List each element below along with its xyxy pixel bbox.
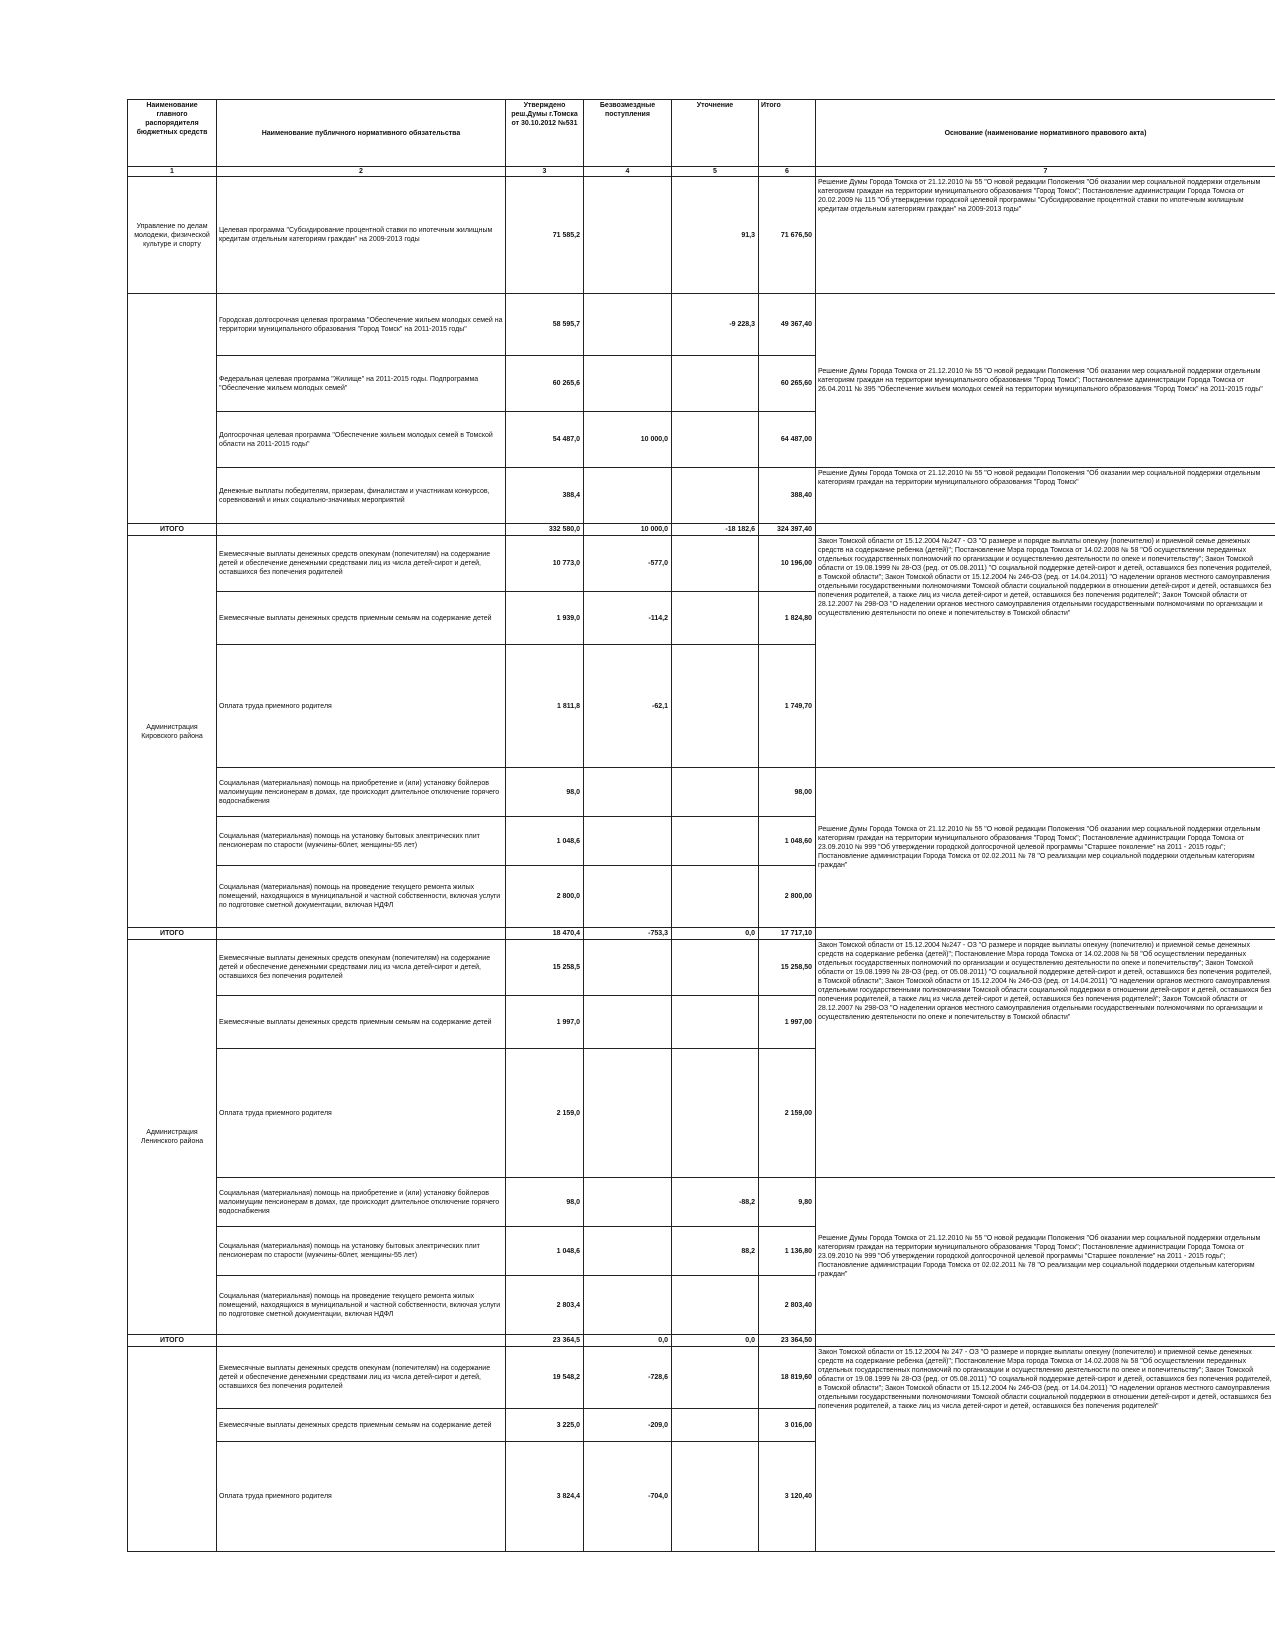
total-blank (217, 1335, 506, 1347)
approved-value: 19 548,2 (506, 1347, 584, 1409)
table-row (128, 468, 1275, 524)
obligation-title: Ежемесячные выплаты денежных средств приемным семьям на содержание детей (217, 996, 506, 1049)
budget-table-document (127, 99, 1275, 1552)
total-value: 71 676,50 (759, 177, 816, 294)
total-row (128, 524, 1275, 536)
grants-value (584, 177, 672, 294)
obligation-title: Ежемесячные выплаты денежных средств опекунам (попечителям) на содержание детей и обеспечение денежными средствами лиц из числа детей-сирот и детей, оставшихся без попечения родителей (217, 940, 506, 996)
total-value: 1 749,70 (759, 645, 816, 768)
obligation-title: Денежные выплаты победителям, призерам, финалистам и участникам конкурсов, соревнований и иных социально-значимых мероприятий (217, 468, 506, 524)
total-value: 1 136,80 (759, 1227, 816, 1276)
obligation-title: Ежемесячные выплаты денежных средств приемным семьям на содержание детей (217, 592, 506, 645)
total-adjustment: 0,0 (672, 928, 759, 940)
adjustment-value (672, 817, 759, 866)
grants-value (584, 768, 672, 817)
total-approved: 332 580,0 (506, 524, 584, 536)
approved-value: 98,0 (506, 768, 584, 817)
total-value: 3 016,00 (759, 1409, 816, 1442)
grants-value: -577,0 (584, 536, 672, 592)
total-label: ИТОГО (128, 928, 217, 940)
obligation-title: Ежемесячные выплаты денежных средств приемным семьям на содержание детей (217, 1409, 506, 1442)
grants-value (584, 817, 672, 866)
total-value: 49 367,40 (759, 294, 816, 356)
legal-basis: Решение Думы Города Томска от 21.12.2010 № 55 "О новой редакции Положения "Об оказании мер социальной поддержки отдельным категориям граждан на территории муниципального образования "Город Томск" (816, 468, 1275, 524)
approved-value: 54 487,0 (506, 412, 584, 468)
table-row (128, 177, 1275, 294)
adjustment-value (672, 866, 759, 928)
grants-value (584, 866, 672, 928)
total-value: 64 487,00 (759, 412, 816, 468)
total-value: 3 120,40 (759, 1442, 816, 1552)
header-col7: Основание (наименование нормативного правового акта) (816, 100, 1275, 167)
distributor-name: Администрация Ленинского района (128, 940, 217, 1335)
adjustment-value (672, 592, 759, 645)
grants-value: -728,6 (584, 1347, 672, 1409)
header-col6: Итого (759, 100, 816, 167)
total-grants: 10 000,0 (584, 524, 672, 536)
total-value: 1 048,60 (759, 817, 816, 866)
legal-basis: Решение Думы Города Томска от 21.12.2010 № 55 "О новой редакции Положения "Об оказании мер социальной поддержки отдельным категориям граждан на территории муниципального образования "Город Томск"; Постановление администрации Города Томска от 26.04.2011 № 395 "Обеспечение жильем молодых семей на территории муниципального образования "Город Томск" на 2011-2015 годы" (816, 294, 1275, 468)
obligation-title: Оплата труда приемного родителя (217, 1049, 506, 1178)
total-basis-blank (816, 928, 1275, 940)
approved-value: 1 939,0 (506, 592, 584, 645)
approved-value: 15 258,5 (506, 940, 584, 996)
approved-value: 1 048,6 (506, 817, 584, 866)
total-sum: 17 717,10 (759, 928, 816, 940)
total-sum: 23 364,50 (759, 1335, 816, 1347)
adjustment-value (672, 412, 759, 468)
obligation-title: Социальная (материальная) помощь на приобретение и (или) установку бойлеров малоимущим пенсионерам в домах, где происходит длительное отключение горячего водоснабжения (217, 768, 506, 817)
obligation-title: Социальная (материальная) помощь на проведение текущего ремонта жилых помещений, находящихся в муниципальной и частной собственности, включая услуги по подготовке сметной документации, включая НДФЛ (217, 1276, 506, 1335)
header-col2: Наименование публичного нормативного обязательства (217, 100, 506, 167)
obligation-title: Городская долгосрочная целевая программа "Обеспечение жильем молодых семей на территории муниципального образования "Город Томск" на 2011-2015 годы" (217, 294, 506, 356)
col-number: 5 (672, 167, 759, 177)
total-approved: 23 364,5 (506, 1335, 584, 1347)
obligation-title: Федеральная целевая программа "Жилище" на 2011-2015 годы. Подпрограмма "Обеспечение жильем молодых семей" (217, 356, 506, 412)
obligation-title: Ежемесячные выплаты денежных средств опекунам (попечителям) на содержание детей и обеспечение денежными средствами лиц из числа детей-сирот и детей, оставшихся без попечения родителей (217, 536, 506, 592)
adjustment-value: 88,2 (672, 1227, 759, 1276)
obligation-title: Целевая программа "Субсидирование процентной ставки по ипотечным жилищным кредитам отдельным категориям граждан" на 2009-2013 годы (217, 177, 506, 294)
adjustment-value (672, 1442, 759, 1552)
grants-value: -704,0 (584, 1442, 672, 1552)
budget-table (127, 99, 1275, 1552)
grants-value (584, 1227, 672, 1276)
header-col5: Уточнение (672, 100, 759, 167)
grants-value (584, 1049, 672, 1178)
total-value: 388,40 (759, 468, 816, 524)
total-blank (217, 524, 506, 536)
total-label: ИТОГО (128, 1335, 217, 1347)
adjustment-value: -9 228,3 (672, 294, 759, 356)
approved-value: 1 811,8 (506, 645, 584, 768)
total-value: 10 196,00 (759, 536, 816, 592)
total-value: 1 997,00 (759, 996, 816, 1049)
grants-value (584, 294, 672, 356)
obligation-title: Социальная (материальная) помощь на установку бытовых электрических плит пенсионерам по старости (мужчины-60лет, женщины-55 лет) (217, 817, 506, 866)
grants-value (584, 996, 672, 1049)
total-value: 9,80 (759, 1178, 816, 1227)
approved-value: 10 773,0 (506, 536, 584, 592)
total-grants: 0,0 (584, 1335, 672, 1347)
total-value: 15 258,50 (759, 940, 816, 996)
grants-value (584, 1276, 672, 1335)
total-basis-blank (816, 1335, 1275, 1347)
total-grants: -753,3 (584, 928, 672, 940)
total-sum: 324 397,40 (759, 524, 816, 536)
legal-basis: Решение Думы Города Томска от 21.12.2010 № 55 "О новой редакции Положения "Об оказании мер социальной поддержки отдельным категориям граждан на территории муниципального образования "Город Томск"; Постановление администрации Города Томска от 20.02.2009 № 115 "Об утверждении городской целевой программы "Субсидирование процентной ставки по ипотечным жилищным кредитам отдельным категориям граждан" на 2009-2013 годы" (816, 177, 1275, 294)
approved-value: 2 800,0 (506, 866, 584, 928)
column-number-row (128, 167, 1275, 177)
obligation-title: Оплата труда приемного родителя (217, 1442, 506, 1552)
adjustment-value (672, 1276, 759, 1335)
approved-value: 3 824,4 (506, 1442, 584, 1552)
distributor-name: Администрация Кировского района (128, 536, 217, 928)
distributor-name (128, 1347, 217, 1552)
adjustment-value: -88,2 (672, 1178, 759, 1227)
col-number: 6 (759, 167, 816, 177)
total-value: 2 803,40 (759, 1276, 816, 1335)
grants-value: -62,1 (584, 645, 672, 768)
approved-value: 71 585,2 (506, 177, 584, 294)
obligation-title: Социальная (материальная) помощь на проведение текущего ремонта жилых помещений, находящихся в муниципальной и частной собственности, включая услуги по подготовке сметной документации, включая НДФЛ (217, 866, 506, 928)
adjustment-value (672, 1049, 759, 1178)
header-col3: Утверждено реш.Думы г.Томска от 30.10.2012 №531 (506, 100, 584, 167)
adjustment-value (672, 768, 759, 817)
total-value: 60 265,60 (759, 356, 816, 412)
obligation-title: Социальная (материальная) помощь на приобретение и (или) установку бойлеров малоимущим пенсионерам в домах, где происходит длительное отключение горячего водоснабжения (217, 1178, 506, 1227)
grants-value (584, 356, 672, 412)
distributor-blank (128, 294, 217, 524)
approved-value: 98,0 (506, 1178, 584, 1227)
grants-value: -114,2 (584, 592, 672, 645)
table-row (128, 536, 1275, 592)
adjustment-value (672, 996, 759, 1049)
total-label: ИТОГО (128, 524, 217, 536)
obligation-title: Долгосрочная целевая программа "Обеспечение жильем молодых семей в Томской области на 2011-2015 годы" (217, 412, 506, 468)
legal-basis: Закон Томской области от 15.12.2004 № 247 - ОЗ "О размере и порядке выплаты опекуну (попечителю) и приемной семье денежных средств на содержание ребенка (детей)"; Постановление Мэра города Томска от 14.02.2008 № 58 "Об осуществлении переданных отдельных государственных полномочий по организации и осуществлению деятельности по опеке и попечительству"; Закон Томской области от 19.08.1999 № 28-ОЗ (ред. от 05.08.2011) "О социальной поддержке детей-сирот и детей, оставшихся без попечения родителей, в Томской области"; Закон Томской области от 15.12.2004 № 246-ОЗ (ред. от 14.04.2011) "О наделении органов местного самоуправления отдельными государственными полномочиями Томской области социальной поддержки в отношении детей-сирот и детей, оставшихся без попечения родителей, а также лиц из числа детей-сирот и детей, оставшихся без попечения родителей" (816, 1347, 1275, 1552)
approved-value: 388,4 (506, 468, 584, 524)
table-row (128, 294, 1275, 356)
adjustment-value (672, 1347, 759, 1409)
adjustment-value (672, 645, 759, 768)
adjustment-value (672, 536, 759, 592)
legal-basis: Решение Думы Города Томска от 21.12.2010 № 55 "О новой редакции Положения "Об оказании мер социальной поддержки отдельным категориям граждан на территории муниципального образования "Город Томск"; Постановление администрации Города Томска от 23.09.2010 № 999 "Об утверждении городской долгосрочной целевой программы "Старшее поколение" на 2011 - 2015 годы"; Постановление администрации Города Томска от 02.02.2011 № 78 "О реализации мер социальной поддержки отдельным категориям граждан" (816, 768, 1275, 928)
adjustment-value: 91,3 (672, 177, 759, 294)
total-value: 98,00 (759, 768, 816, 817)
table-row (128, 1347, 1275, 1409)
total-value: 2 159,00 (759, 1049, 816, 1178)
approved-value: 2 803,4 (506, 1276, 584, 1335)
legal-basis: Закон Томской области от 15.12.2004 №247 - ОЗ "О размере и порядке выплаты опекуну (попечителю) и приемной семье денежных средств на содержание ребенка (детей)"; Постановление Мэра города Томска от 14.02.2008 № 58 "Об осуществлении переданных отдельных государственных полномочий по организации и осуществлению деятельности по опеке и попечительству"; Закон Томской области от 19.08.1999 № 28-ОЗ (ред. от 05.08.2011) "О социальной поддержке детей-сирот и детей, оставшихся без попечения родителей, в Томской области"; Закон Томской области от 15.12.2004 № 246-ОЗ (ред. от 14.04.2011) "О наделении органов местного самоуправления отдельными государственными полномочиями Томской области социальной поддержки в отношении детей-сирот и детей, оставшихся без попечения родителей, а также лиц из числа детей-сирот и детей, оставшихся без попечения родителей"; Закон Томской области от 28.12.2007 № 298-ОЗ "О наделении органов местного самоуправления отдельными государственными полномочиями по организации и осуществлению деятельности по опеке и попечительству в Томской области" (816, 536, 1275, 768)
total-row (128, 1335, 1275, 1347)
obligation-title: Оплата труда приемного родителя (217, 645, 506, 768)
header-col4: Безвозмездные поступления (584, 100, 672, 167)
header-row (128, 100, 1275, 167)
total-value: 1 824,80 (759, 592, 816, 645)
approved-value: 60 265,6 (506, 356, 584, 412)
grants-value (584, 1178, 672, 1227)
adjustment-value (672, 468, 759, 524)
table-row (128, 1178, 1275, 1227)
header-col1: Наименование главного распорядителя бюджетных средств (128, 100, 217, 167)
obligation-title: Социальная (материальная) помощь на установку бытовых электрических плит пенсионерам по старости (мужчины-60лет, женщины-55 лет) (217, 1227, 506, 1276)
col-number: 1 (128, 167, 217, 177)
table-row (128, 940, 1275, 996)
adjustment-value (672, 1409, 759, 1442)
col-number: 2 (217, 167, 506, 177)
legal-basis: Закон Томской области от 15.12.2004 №247 - ОЗ "О размере и порядке выплаты опекуну (попечителю) и приемной семье денежных средств на содержание ребенка (детей)"; Постановление Мэра города Томска от 14.02.2008 № 58 "Об осуществлении переданных отдельных государственных полномочий по организации и осуществлению деятельности по опеке и попечительству"; Закон Томской области от 19.08.1999 № 28-ОЗ (ред. от 05.08.2011) "О социальной поддержке детей-сирот и детей, оставшихся без попечения родителей, в Томской области"; Закон Томской области от 15.12.2004 № 246-ОЗ (ред. от 14.04.2011) "О наделении органов местного самоуправления отдельными государственными полномочиями Томской области социальной поддержки в отношении детей-сирот и детей, оставшихся без попечения родителей, а также лиц из числа детей-сирот и детей, оставшихся без попечения родителей"; Закон Томской области от 28.12.2007 № 298-ОЗ "О наделении органов местного самоуправления отдельными государственными полномочиями по организации и осуществлению деятельности по опеке и попечительству в Томской области" (816, 940, 1275, 1178)
grants-value (584, 940, 672, 996)
total-row (128, 928, 1275, 940)
approved-value: 3 225,0 (506, 1409, 584, 1442)
grants-value: 10 000,0 (584, 412, 672, 468)
total-adjustment: -18 182,6 (672, 524, 759, 536)
col-number: 7 (816, 167, 1275, 177)
grants-value: -209,0 (584, 1409, 672, 1442)
table-row (128, 768, 1275, 817)
adjustment-value (672, 356, 759, 412)
total-adjustment: 0,0 (672, 1335, 759, 1347)
adjustment-value (672, 940, 759, 996)
total-basis-blank (816, 524, 1275, 536)
total-blank (217, 928, 506, 940)
approved-value: 58 595,7 (506, 294, 584, 356)
approved-value: 1 048,6 (506, 1227, 584, 1276)
approved-value: 1 997,0 (506, 996, 584, 1049)
total-value: 18 819,60 (759, 1347, 816, 1409)
obligation-title: Ежемесячные выплаты денежных средств опекунам (попечителям) на содержание детей и обеспечение денежными средствами лиц из числа детей-сирот и детей, оставшихся без попечения родителей (217, 1347, 506, 1409)
total-value: 2 800,00 (759, 866, 816, 928)
legal-basis: Решение Думы Города Томска от 21.12.2010 № 55 "О новой редакции Положения "Об оказании мер социальной поддержки отдельным категориям граждан на территории муниципального образования "Город Томск"; Постановление администрации Города Томска от 23.09.2010 № 999 "Об утверждении городской долгосрочной целевой программы "Старшее поколение" на 2011 - 2015 годы"; Постановление администрации Города Томска от 02.02.2011 № 78 "О реализации мер социальной поддержки отдельным категориям граждан" (816, 1178, 1275, 1335)
col-number: 4 (584, 167, 672, 177)
grants-value (584, 468, 672, 524)
distributor-name: Управление по делам молодежи, физической культуре и спорту (128, 177, 217, 294)
total-approved: 18 470,4 (506, 928, 584, 940)
approved-value: 2 159,0 (506, 1049, 584, 1178)
col-number: 3 (506, 167, 584, 177)
